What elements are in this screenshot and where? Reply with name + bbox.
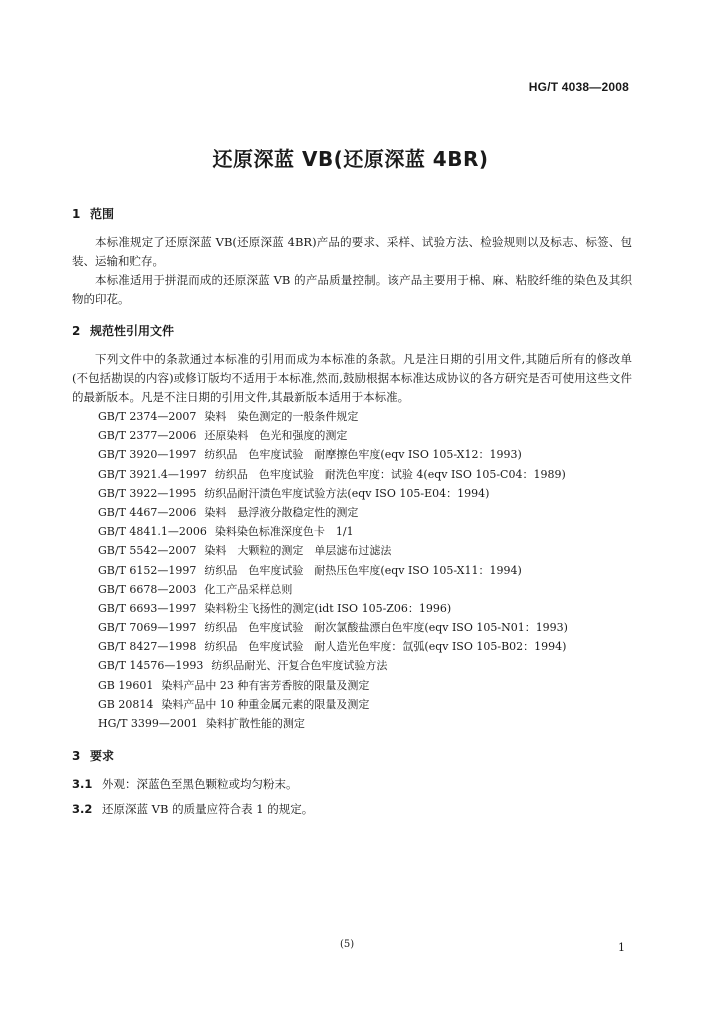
section-2-number: 2 bbox=[72, 324, 81, 338]
reference-code: GB/T 7069—1997 bbox=[98, 621, 197, 635]
reference-title: 染料 悬浮液分散稳定性的测定 bbox=[204, 505, 359, 519]
reference-item bbox=[98, 484, 638, 503]
reference-code: GB/T 4467—2006 bbox=[98, 505, 197, 519]
section-3-heading bbox=[72, 747, 114, 764]
reference-code: HG/T 3399—2001 bbox=[98, 717, 198, 730]
reference-title: 纺织品 色牢度试验 耐热压色牢度(eqv ISO 105-X11：1994) bbox=[204, 563, 522, 577]
reference-title: 染料粉尘飞扬性的测定(idt ISO 105-Z06：1996) bbox=[204, 601, 452, 615]
reference-title: 纺织品 色牢度试验 耐洗色牢度：试验 4(eqv ISO 105-C04：1989) bbox=[214, 467, 566, 481]
reference-title: 纺织品 色牢度试验 耐人造光色牢度：氙弧(eqv ISO 105-B02：1994) bbox=[204, 640, 567, 654]
reference-code: GB/T 6693—1997 bbox=[98, 601, 197, 615]
clause-3-1 bbox=[72, 776, 298, 792]
section-2-heading bbox=[72, 322, 174, 339]
reference-title: 纺织品 色牢度试验 耐摩擦色牢度(eqv ISO 105-X12：1993) bbox=[204, 448, 522, 462]
document-title: 还原深蓝 VB(还原深蓝 4BR) bbox=[212, 147, 489, 171]
normative-references-list bbox=[98, 407, 638, 733]
reference-item bbox=[98, 714, 638, 733]
section-1-number: 1 bbox=[72, 207, 81, 221]
reference-code: GB/T 5542—2007 bbox=[98, 544, 197, 558]
reference-title: 染料产品中 10 种重金属元素的限量及测定 bbox=[161, 697, 370, 711]
clause-text: 外观：深蓝色至黑色颗粒或均匀粉末。 bbox=[102, 777, 298, 791]
reference-item bbox=[98, 561, 638, 580]
section-2-intro: 下列文件中的条款通过本标准的引用而成为本标准的条款。凡是注日期的引用文件,其随后所有的修改单(不包括勘误的内容)或修订版均不适用于本标准,然而,鼓励根据本标准达成协议的各方研究是否可使用这些文件的最新版本。凡是不注日期的引用文件,其最新版本适用于本标准。 bbox=[72, 352, 632, 404]
reference-item bbox=[98, 541, 638, 560]
reference-title: 纺织品耐光、汗复合色牢度试验方法 bbox=[211, 659, 388, 673]
reference-item bbox=[98, 580, 638, 599]
clause-text: 还原深蓝 VB 的质量应符合表 1 的规定。 bbox=[102, 802, 314, 816]
reference-title: 还原染料 色光和强度的测定 bbox=[204, 429, 348, 443]
reference-title: 染料 大颗粒的测定 单层滤布过滤法 bbox=[204, 544, 392, 558]
reference-item bbox=[98, 522, 638, 541]
reference-code: GB 20814 bbox=[98, 697, 154, 711]
clause-number: 3.1 bbox=[72, 777, 93, 791]
section-2-title: 规范性引用文件 bbox=[90, 324, 175, 338]
reference-code: GB/T 14576—1993 bbox=[98, 659, 204, 673]
reference-item bbox=[98, 637, 638, 656]
reference-code: GB/T 6152—1997 bbox=[98, 563, 197, 577]
reference-item bbox=[98, 676, 638, 695]
reference-title: 纺织品耐汗渍色牢度试验方法(eqv ISO 105-E04：1994) bbox=[204, 486, 490, 500]
reference-title: 染料扩散性能的测定 bbox=[205, 717, 305, 730]
clause-3-2 bbox=[72, 801, 313, 817]
reference-code: GB/T 2374—2007 bbox=[98, 410, 197, 423]
reference-title: 纺织品 色牢度试验 耐次氯酸盐漂白色牢度(eqv ISO 105-N01：1993) bbox=[204, 621, 568, 635]
section-3-number: 3 bbox=[72, 749, 81, 763]
reference-code: GB 19601 bbox=[98, 678, 154, 692]
reference-code: GB/T 8427—1998 bbox=[98, 640, 197, 654]
standard-code: HG/T 4038—2008 bbox=[528, 80, 629, 94]
clause-number: 3.2 bbox=[72, 802, 93, 816]
reference-item bbox=[98, 695, 638, 714]
reference-title: 染料染色标准深度色卡 1/1 bbox=[214, 525, 354, 539]
reference-code: GB/T 6678—2003 bbox=[98, 582, 197, 596]
reference-code: GB/T 3922—1995 bbox=[98, 486, 197, 500]
reference-item bbox=[98, 656, 638, 675]
reference-code: GB/T 3921.4—1997 bbox=[98, 467, 207, 481]
section-1-title: 范围 bbox=[90, 207, 115, 221]
section-3-title: 要求 bbox=[90, 749, 115, 763]
section-1-paragraph-1: 本标准规定了还原深蓝 VB(还原深蓝 4BR)产品的要求、采样、试验方法、检验规则以及标志、标签、包装、运输和贮存。 bbox=[72, 235, 632, 268]
reference-item bbox=[98, 599, 638, 618]
reference-item bbox=[98, 503, 638, 522]
reference-code: GB/T 3920—1997 bbox=[98, 448, 197, 462]
reference-code: GB/T 4841.1—2006 bbox=[98, 525, 207, 539]
page-number: 1 bbox=[618, 941, 625, 954]
reference-item bbox=[98, 407, 638, 426]
reference-title: 染料产品中 23 种有害芳香胺的限量及测定 bbox=[161, 678, 370, 692]
reference-code: GB/T 2377—2006 bbox=[98, 429, 197, 443]
section-1-paragraph-2: 本标准适用于拼混而成的还原深蓝 VB 的产品质量控制。该产品主要用于棉、麻、粘胶纤维的染色及其织物的印花。 bbox=[72, 273, 632, 306]
reference-item bbox=[98, 445, 638, 464]
reference-title: 染料 染色测定的一般条件规定 bbox=[204, 410, 359, 423]
section-1-heading bbox=[72, 205, 114, 222]
reference-item bbox=[98, 465, 638, 484]
reference-title: 化工产品采样总则 bbox=[204, 582, 293, 596]
footer-mark: (5) bbox=[340, 939, 355, 950]
reference-item bbox=[98, 618, 638, 637]
reference-item bbox=[98, 426, 638, 445]
